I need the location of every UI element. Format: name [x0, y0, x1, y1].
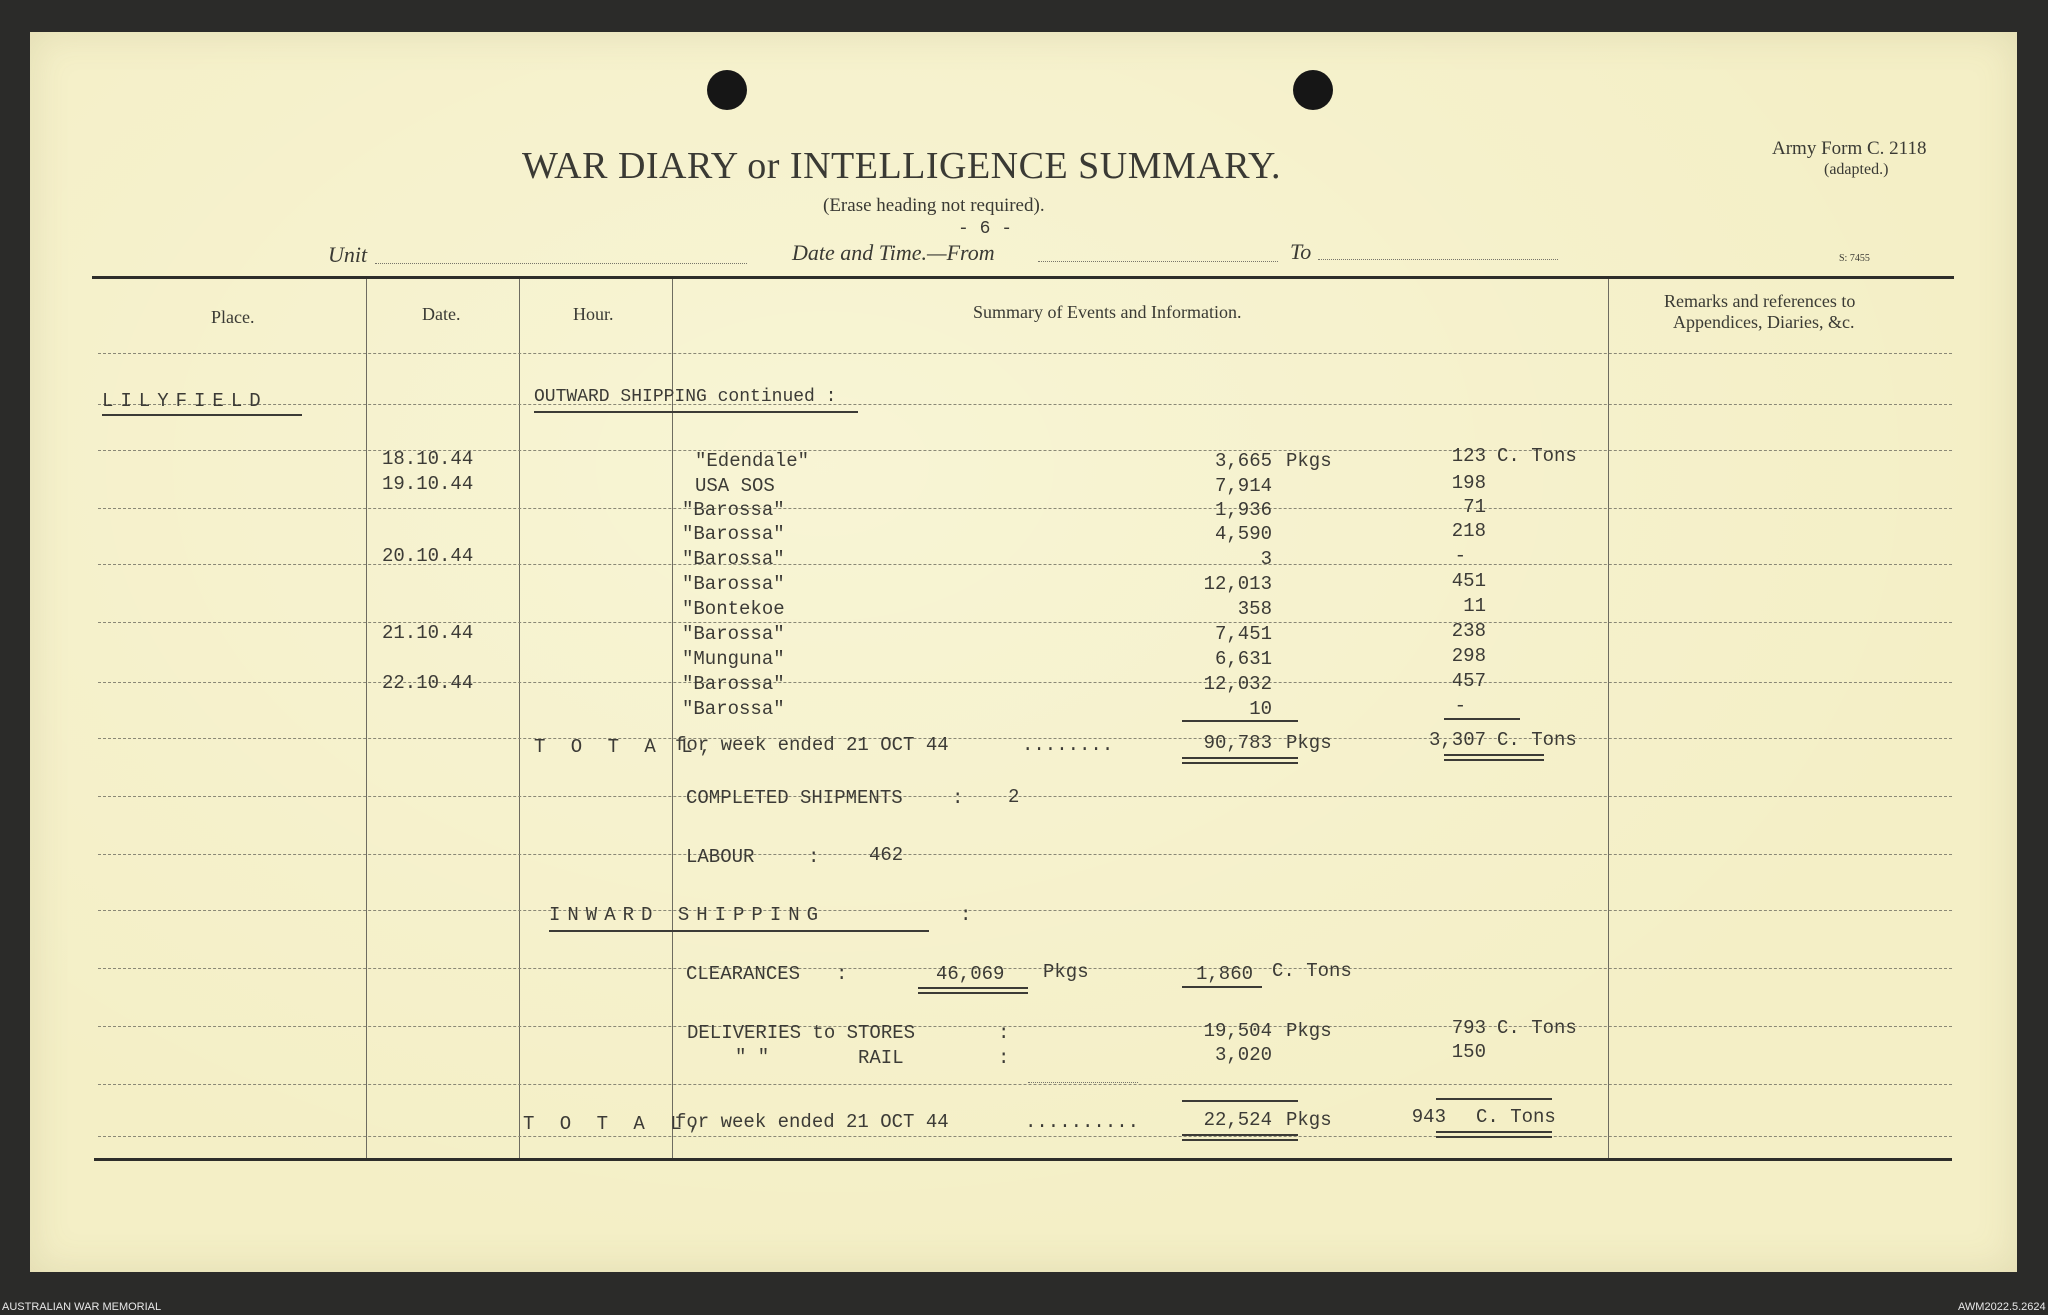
rail-label: RAIL — [858, 1047, 904, 1069]
double-underline — [1436, 1131, 1552, 1133]
deliveries-pkgs-unit: Pkgs — [1286, 1020, 1332, 1042]
shipment-pkgs: 3,665 — [1214, 450, 1272, 472]
shipment-pkgs-unit: Pkgs — [1286, 450, 1332, 472]
inward-total-tons-unit: C. Tons — [1476, 1106, 1556, 1128]
ruled-line — [98, 1136, 1952, 1137]
inward-sum-rule — [1436, 1098, 1552, 1100]
ruled-line — [98, 353, 1952, 354]
double-underline — [918, 987, 1028, 989]
ship-name: "Munguna" — [682, 648, 785, 670]
ship-name: "Bontekoe — [682, 598, 785, 620]
shipment-tons: 123 — [1451, 445, 1486, 467]
shipment-pkgs: 7,451 — [1214, 623, 1272, 645]
shipment-pkgs: 1,936 — [1214, 499, 1272, 521]
section-heading-inward-sep: : — [960, 904, 972, 926]
labour-value: 462 — [869, 844, 904, 866]
ruled-line — [98, 1084, 1952, 1085]
double-underline — [1444, 754, 1544, 756]
punch-hole-left — [707, 70, 747, 110]
outward-total-pkgs-unit: Pkgs — [1286, 732, 1332, 754]
date-time-label: Date and Time.—From — [792, 240, 995, 265]
shipment-tons: 238 — [1451, 620, 1486, 642]
footer-left: AUSTRALIAN WAR MEMORIAL — [2, 1301, 162, 1313]
shipment-tons: 218 — [1451, 520, 1486, 542]
completed-shipments-sep: : — [952, 787, 964, 809]
deliveries-tons: 793 — [1451, 1017, 1486, 1039]
shipment-date: 20.10.44 — [382, 545, 474, 567]
shipment-date: 21.10.44 — [382, 622, 474, 644]
erase-note: (Erase heading not required). — [823, 195, 1045, 216]
shipment-pkgs: 12,013 — [1203, 573, 1272, 595]
rail-ditto-marks: " " — [735, 1046, 770, 1068]
ruled-line — [98, 968, 1952, 969]
shipment-tons: 451 — [1451, 570, 1486, 592]
outward-total-leader: ........ — [1022, 734, 1114, 756]
section-heading-outward: OUTWARD SHIPPING continued : — [534, 387, 837, 407]
shipment-pkgs: 6,631 — [1214, 648, 1272, 670]
ship-name: "Barossa" — [682, 673, 785, 695]
pkgs-sum-rule — [1182, 720, 1298, 722]
shipment-tons: 71 — [1463, 496, 1486, 518]
shipment-date: 18.10.44 — [382, 448, 474, 470]
shipment-pkgs: 10 — [1249, 698, 1272, 720]
ruled-line — [98, 1026, 1952, 1027]
column-header-remarks-line2: Appendices, Diaries, &c. — [1673, 312, 1855, 332]
labour-sep: : — [808, 846, 820, 868]
stock-number: S: 7455 — [1839, 253, 1870, 264]
shipment-pkgs: 12,032 — [1203, 673, 1272, 695]
shipment-date: 19.10.44 — [382, 473, 474, 495]
outward-total-label: T O T A L, — [534, 736, 719, 758]
ship-name: "Barossa" — [682, 573, 785, 595]
double-underline — [1182, 757, 1298, 759]
footer-right: AWM2022.5.2624 — [1958, 1301, 2046, 1313]
ship-name: "Barossa" — [682, 499, 785, 521]
ruled-line — [98, 622, 1952, 623]
double-underline — [1444, 759, 1544, 761]
clearances-sep: : — [836, 963, 848, 985]
inward-total-text: for week ended 21 OCT 44 — [675, 1111, 949, 1133]
rail-tons: 150 — [1451, 1041, 1486, 1063]
ship-name: "Barossa" — [682, 523, 785, 545]
table-bottom-rule — [94, 1158, 1952, 1161]
ship-name: "Edendale" — [695, 450, 810, 472]
inward-sum-rule — [1182, 1100, 1298, 1102]
rail-pkgs: 3,020 — [1214, 1044, 1272, 1066]
shipment-tons: - — [1454, 695, 1466, 717]
column-header-place: Place. — [211, 307, 255, 327]
to-field-line — [1318, 259, 1558, 260]
inward-total-label: T O T A L, — [523, 1113, 708, 1135]
shipment-tons: 457 — [1451, 670, 1486, 692]
double-underline — [1182, 762, 1298, 764]
outward-total-pkgs: 90,783 — [1203, 732, 1272, 754]
ruled-line — [98, 564, 1952, 565]
ship-name: "Barossa" — [682, 623, 785, 645]
outward-total-tons-unit: C. Tons — [1497, 729, 1577, 751]
inward-total-pkgs: 22,524 — [1203, 1109, 1272, 1131]
ruled-line — [98, 404, 1952, 405]
ship-name: "Barossa" — [682, 548, 785, 570]
army-form-adapted: (adapted.) — [1824, 161, 1889, 178]
unit-field-line — [375, 263, 747, 264]
punch-hole-right — [1293, 70, 1333, 110]
place-name: LILYFIELD — [102, 390, 268, 412]
faint-dotted-mark — [1028, 1082, 1138, 1083]
clearances-pkgs-unit: Pkgs — [1043, 961, 1089, 983]
labour-label: LABOUR — [686, 846, 755, 868]
clearances-tons-unit: C. Tons — [1272, 960, 1352, 982]
shipment-tons: - — [1454, 545, 1466, 567]
shipment-pkgs: 4,590 — [1214, 523, 1272, 545]
deliveries-label: DELIVERIES to STORES — [687, 1022, 916, 1044]
clearances-tons: 1,860 — [1196, 963, 1254, 985]
deliveries-pkgs: 19,504 — [1203, 1020, 1272, 1042]
column-header-remarks-line1: Remarks and references to — [1664, 291, 1856, 311]
ruled-line — [98, 854, 1952, 855]
double-underline — [1436, 1136, 1552, 1138]
shipment-tons: 11 — [1463, 595, 1486, 617]
unit-label: Unit — [328, 242, 368, 267]
section-heading-outward-underline — [534, 411, 858, 413]
ship-name: USA SOS — [695, 475, 775, 497]
to-label: To — [1290, 239, 1312, 264]
double-underline — [918, 992, 1028, 994]
rail-sep: : — [998, 1047, 1010, 1069]
page-number: - 6 - — [958, 219, 1013, 239]
completed-shipments-label: COMPLETED SHIPMENTS — [686, 787, 903, 809]
page-title: WAR DIARY or INTELLIGENCE SUMMARY. — [522, 145, 1282, 187]
column-header-date: Date. — [422, 304, 461, 324]
ruled-line — [98, 508, 1952, 509]
ship-name: "Barossa" — [682, 698, 785, 720]
inward-total-tons: 943 — [1411, 1106, 1446, 1128]
inward-total-leader: .......... — [1025, 1111, 1140, 1133]
ruled-line — [98, 910, 1952, 911]
double-underline — [1182, 1134, 1298, 1136]
shipment-tons: 298 — [1451, 645, 1486, 667]
army-form-number: Army Form C. 2118 — [1772, 138, 1927, 159]
completed-shipments-value: 2 — [1008, 786, 1020, 808]
shipment-pkgs: 358 — [1237, 598, 1272, 620]
column-header-summary: Summary of Events and Information. — [973, 302, 1242, 322]
ruled-line — [98, 682, 1952, 683]
tons-sum-rule — [1444, 718, 1520, 720]
shipment-tons: 198 — [1451, 472, 1486, 494]
shipment-date: 22.10.44 — [382, 672, 474, 694]
section-heading-inward: INWARD SHIPPING — [549, 904, 826, 926]
place-underline — [102, 414, 302, 416]
outward-total-text: for week ended 21 OCT 44 — [675, 734, 949, 756]
ruled-line — [98, 450, 1952, 451]
deliveries-sep: : — [998, 1022, 1010, 1044]
clearances-pkgs: 46,069 — [936, 963, 1005, 985]
shipment-pkgs: 7,914 — [1214, 475, 1272, 497]
ruled-line — [98, 796, 1952, 797]
clearances-label: CLEARANCES — [686, 963, 801, 985]
war-diary-page — [30, 32, 2017, 1272]
shipment-pkgs: 3 — [1260, 548, 1272, 570]
from-field-line — [1038, 261, 1278, 262]
single-underline — [1182, 986, 1262, 988]
outward-total-tons: 3,307 — [1428, 729, 1486, 751]
shipment-tons-unit: C. Tons — [1497, 445, 1577, 467]
column-header-hour: Hour. — [573, 304, 614, 324]
table-top-rule — [92, 276, 1954, 279]
double-underline — [1182, 1139, 1298, 1141]
inward-total-pkgs-unit: Pkgs — [1286, 1109, 1332, 1131]
section-heading-inward-underline — [549, 930, 929, 932]
deliveries-tons-unit: C. Tons — [1497, 1017, 1577, 1039]
